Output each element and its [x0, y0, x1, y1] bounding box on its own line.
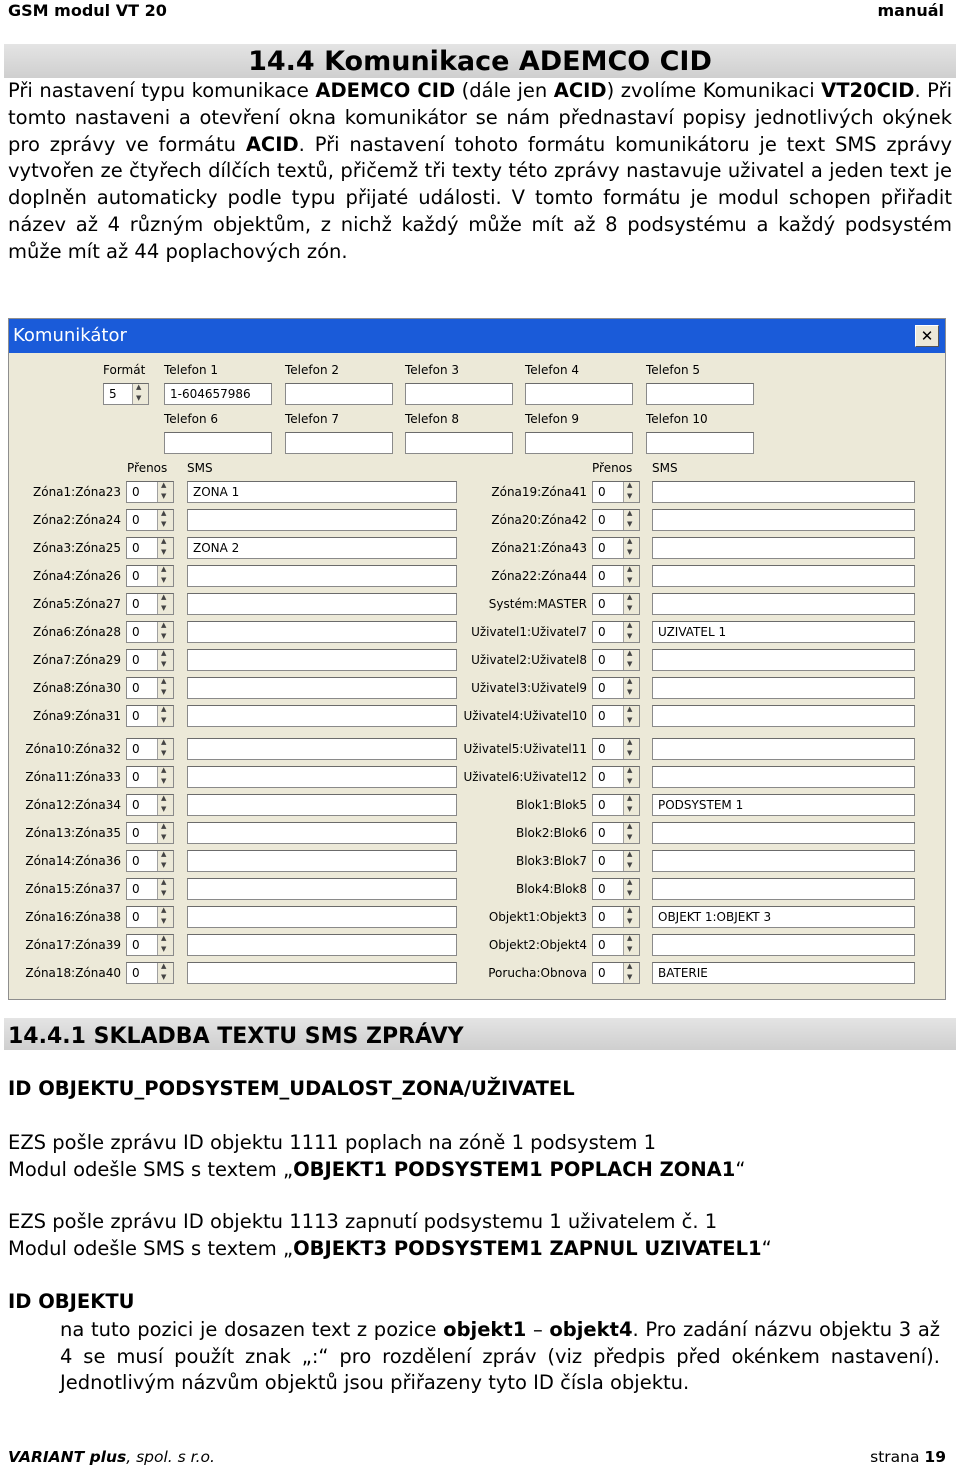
- prenos-value: 0: [598, 681, 606, 695]
- right_rows-prenos-spinner[interactable]: [592, 593, 640, 615]
- left_rows-row-label: Zóna16:Zóna38: [25, 910, 121, 924]
- company-name: VARIANT plus: [8, 1448, 127, 1466]
- phone-input-7[interactable]: [285, 432, 393, 454]
- prenos-value: 0: [598, 485, 606, 499]
- left_rows-prenos-spinner[interactable]: [126, 481, 174, 503]
- right_rows-prenos-spinner[interactable]: [592, 906, 640, 928]
- komunikator-window: [8, 318, 946, 1000]
- spinner-arrows-icon[interactable]: [623, 851, 639, 872]
- intro-text: Při nastavení typu komunikace: [8, 79, 316, 102]
- left_rows-prenos-spinner[interactable]: [126, 878, 174, 900]
- left_rows-row-label: Zóna4:Zóna26: [33, 569, 121, 583]
- left_rows-row-label: Zóna1:Zóna23: [33, 485, 121, 499]
- phone-label-8: Telefon 8: [405, 412, 460, 426]
- right_rows-prenos-spinner[interactable]: [592, 509, 640, 531]
- window-title: Komunikátor: [13, 325, 127, 346]
- right_rows-sms-input[interactable]: [652, 878, 915, 900]
- phone-label-4: Telefon 4: [525, 363, 580, 377]
- right_rows-row-label: Zóna19:Zóna41: [491, 485, 587, 499]
- right_rows-sms-input[interactable]: [652, 738, 915, 760]
- right_rows-sms-input[interactable]: [652, 537, 915, 559]
- right_rows-prenos-spinner[interactable]: [592, 962, 640, 984]
- phone-label-7: Telefon 7: [285, 412, 340, 426]
- phone-label-9: Telefon 9: [525, 412, 580, 426]
- spinner-arrows-icon[interactable]: [157, 538, 173, 559]
- prenos-value: 0: [598, 513, 606, 527]
- example-1-line-2: [8, 1157, 745, 1184]
- spinner-arrows-icon[interactable]: [157, 879, 173, 900]
- example-2-line-1: EZS pošle zprávu ID objektu 1113 zapnutí podsystemu 1 uživatelem č. 1: [8, 1210, 718, 1233]
- left_rows-sms-input[interactable]: [187, 649, 457, 671]
- prenos-value: 0: [132, 882, 140, 896]
- left_rows-row-label: Zóna12:Zóna34: [25, 798, 121, 812]
- spinner-arrows-icon[interactable]: [623, 594, 639, 615]
- right_rows-row-label: Zóna20:Zóna42: [491, 513, 587, 527]
- spinner-arrows-icon[interactable]: [623, 879, 639, 900]
- left_rows-sms-input[interactable]: [187, 593, 457, 615]
- id-bold: objekt1: [443, 1318, 527, 1341]
- right_rows-row-label: Objekt1:Objekt3: [488, 910, 587, 924]
- left_rows-prenos-spinner[interactable]: [126, 934, 174, 956]
- left_rows-prenos-spinner[interactable]: [126, 822, 174, 844]
- prenos-value: 0: [132, 770, 140, 784]
- prenos-value: 0: [132, 742, 140, 756]
- prenos-value: 0: [132, 938, 140, 952]
- left_rows-row-label: Zóna18:Zóna40: [25, 966, 121, 980]
- left_rows-sms-input[interactable]: [187, 822, 457, 844]
- right_rows-prenos-spinner[interactable]: [592, 934, 640, 956]
- left_rows-sms-input[interactable]: [187, 794, 457, 816]
- right_rows-prenos-spinner[interactable]: [592, 705, 640, 727]
- right_rows-prenos-spinner[interactable]: [592, 481, 640, 503]
- prenos-value: 0: [598, 770, 606, 784]
- page-header: [8, 0, 956, 26]
- left_rows-sms-input[interactable]: [187, 934, 457, 956]
- right_rows-prenos-spinner[interactable]: [592, 822, 640, 844]
- spinner-arrows-icon[interactable]: [157, 935, 173, 956]
- close-icon: ✕: [920, 327, 934, 345]
- right_rows-prenos-spinner[interactable]: [592, 794, 640, 816]
- spinner-arrows-icon[interactable]: [157, 510, 173, 531]
- spinner-arrows-icon[interactable]: [157, 566, 173, 587]
- spinner-arrows-icon[interactable]: [623, 907, 639, 928]
- phone-input-10[interactable]: [646, 432, 754, 454]
- spinner-arrows-icon[interactable]: [623, 963, 639, 984]
- right_rows-row-label: Uživatel5:Uživatel11: [463, 742, 587, 756]
- right_rows-prenos-spinner[interactable]: [592, 537, 640, 559]
- section-title: 14.4 Komunikace ADEMCO CID: [248, 46, 712, 77]
- left_rows-row-label: Zóna7:Zóna29: [33, 653, 121, 667]
- right_rows-sms-input[interactable]: [652, 766, 915, 788]
- left_rows-sms-input[interactable]: [187, 705, 457, 727]
- prenos-value: 0: [132, 709, 140, 723]
- spinner-arrows-icon[interactable]: [623, 622, 639, 643]
- prenos-value: 0: [132, 541, 140, 555]
- right_rows-prenos-spinner[interactable]: [592, 677, 640, 699]
- left_rows-prenos-spinner[interactable]: [126, 593, 174, 615]
- left_rows-prenos-spinner[interactable]: [126, 509, 174, 531]
- spinner-arrows-icon[interactable]: [623, 795, 639, 816]
- prenos-value: 0: [132, 485, 140, 499]
- right_rows-sms-input[interactable]: [652, 565, 915, 587]
- spinner-arrows-icon[interactable]: [623, 482, 639, 503]
- close-button[interactable]: [915, 325, 939, 347]
- example-sms-text: OBJEKT1 PODSYSTEM1 POPLACH ZONA1: [293, 1157, 736, 1181]
- right_rows-sms-input[interactable]: PODSYSTEM 1: [652, 794, 915, 816]
- spinner-arrows-icon[interactable]: [157, 594, 173, 615]
- left_rows-row-label: Zóna3:Zóna25: [33, 541, 121, 555]
- intro-bold: ACID: [245, 132, 299, 156]
- spinner-arrows-icon[interactable]: [157, 823, 173, 844]
- page-label: strana: [870, 1448, 925, 1466]
- id-text: –: [526, 1318, 550, 1341]
- intro-paragraph: [8, 78, 952, 266]
- left_rows-row-label: Zóna14:Zóna36: [25, 854, 121, 868]
- right_rows-sms-input[interactable]: [652, 850, 915, 872]
- right_rows-sms-input[interactable]: [652, 481, 915, 503]
- left_rows-sms-input[interactable]: [187, 850, 457, 872]
- left_rows-sms-input[interactable]: [187, 565, 457, 587]
- left_rows-prenos-spinner[interactable]: [126, 565, 174, 587]
- spinner-arrows-icon[interactable]: [157, 706, 173, 727]
- left_rows-row-label: Zóna13:Zóna35: [25, 826, 121, 840]
- example-text: “: [761, 1236, 772, 1260]
- left_rows-sms-input[interactable]: [187, 766, 457, 788]
- left_rows-prenos-spinner[interactable]: [126, 794, 174, 816]
- phone-input-4[interactable]: [525, 383, 633, 405]
- example-sms-text: OBJEKT3 PODSYSTEM1 ZAPNUL UZIVATEL1: [293, 1236, 762, 1260]
- prenos-value: 0: [598, 938, 606, 952]
- right_rows-row-label: Uživatel1:Uživatel7: [471, 625, 587, 639]
- left_rows-sms-input[interactable]: ZONA 1: [187, 481, 457, 503]
- prenos-value: 0: [598, 709, 606, 723]
- example-2-line-2: [8, 1236, 772, 1263]
- spinner-arrows-icon[interactable]: [157, 767, 173, 788]
- format-label: Formát: [103, 363, 146, 377]
- right_rows-row-label: Zóna21:Zóna43: [491, 541, 587, 555]
- left_rows-prenos-spinner[interactable]: [126, 850, 174, 872]
- col-header-prenos-left: Přenos: [127, 461, 168, 475]
- prenos-value: 0: [598, 569, 606, 583]
- page-number-value: 19: [924, 1448, 946, 1466]
- spinner-arrows-icon[interactable]: [623, 650, 639, 671]
- spinner-arrows-icon[interactable]: [157, 678, 173, 699]
- left_rows-sms-input[interactable]: [187, 738, 457, 760]
- spinner-arrows-icon[interactable]: [157, 650, 173, 671]
- phone-input-9[interactable]: [525, 432, 633, 454]
- right_rows-sms-input[interactable]: UZIVATEL 1: [652, 621, 915, 643]
- id-objektu-heading: ID OBJEKTU: [8, 1290, 135, 1313]
- phone-label-5: Telefon 5: [646, 363, 701, 377]
- spinner-arrows-icon[interactable]: [132, 384, 148, 405]
- left_rows-row-label: Zóna17:Zóna39: [25, 938, 121, 952]
- prenos-value: 0: [132, 653, 140, 667]
- left_rows-sms-input[interactable]: [187, 906, 457, 928]
- prenos-value: 0: [598, 798, 606, 812]
- left_rows-prenos-spinner[interactable]: [126, 962, 174, 984]
- format-spinner[interactable]: [103, 383, 149, 405]
- phone-input-5[interactable]: [646, 383, 754, 405]
- header-product: GSM modul VT 20: [8, 1, 167, 20]
- intro-bold: ADEMCO CID: [315, 79, 456, 102]
- left_rows-prenos-spinner[interactable]: [126, 621, 174, 643]
- right_rows-row-label: Blok2:Blok6: [515, 826, 587, 840]
- example-text: “: [735, 1157, 746, 1181]
- right_rows-row-label: Zóna22:Zóna44: [491, 569, 587, 583]
- example-1-line-1: EZS pošle zprávu ID objektu 1111 poplach na zóně 1 podsystem 1: [8, 1131, 656, 1154]
- phone-label-1: Telefon 1: [164, 363, 219, 377]
- id-text: . Pro zadání názvu objektu 3 až 4 se musí použít znak „:“ pro rozdělení zpráv (viz předpis před okénkem nastavení). Jednotlivým názvům objektů jsou přiřazeny tyto ID čísla objektu.: [60, 1318, 941, 1394]
- spinner-arrows-icon[interactable]: [157, 739, 173, 760]
- left_rows-row-label: Zóna6:Zóna28: [33, 625, 121, 639]
- right_rows-sms-input[interactable]: [652, 934, 915, 956]
- right_rows-sms-input[interactable]: [652, 677, 915, 699]
- prenos-value: 0: [598, 882, 606, 896]
- left_rows-row-label: Zóna5:Zóna27: [33, 597, 121, 611]
- phone-input-3[interactable]: [405, 383, 513, 405]
- left_rows-sms-input[interactable]: [187, 677, 457, 699]
- page-number: [870, 1448, 946, 1466]
- right_rows-sms-input[interactable]: BATERIE: [652, 962, 915, 984]
- prenos-value: 0: [132, 513, 140, 527]
- left_rows-prenos-spinner[interactable]: [126, 649, 174, 671]
- spinner-arrows-icon[interactable]: [623, 935, 639, 956]
- spinner-arrows-icon[interactable]: [157, 482, 173, 503]
- phone-input-1[interactable]: 1-604657986: [164, 383, 272, 405]
- spinner-arrows-icon[interactable]: [623, 767, 639, 788]
- spinner-arrows-icon[interactable]: [157, 907, 173, 928]
- intro-bold: VT20CID: [821, 79, 915, 102]
- spinner-arrows-icon[interactable]: [157, 622, 173, 643]
- spinner-arrows-icon[interactable]: [623, 538, 639, 559]
- window-titlebar[interactable]: [9, 319, 945, 353]
- right_rows-row-label: Systém:MASTER: [488, 597, 587, 611]
- col-header-sms-left: SMS: [187, 461, 213, 475]
- prenos-value: 0: [598, 854, 606, 868]
- right_rows-sms-input[interactable]: OBJEKT 1:OBJEKT 3: [652, 906, 915, 928]
- right_rows-row-label: Blok4:Blok8: [515, 882, 587, 896]
- prenos-value: 0: [598, 541, 606, 555]
- spinner-arrows-icon[interactable]: [157, 963, 173, 984]
- spinner-arrows-icon[interactable]: [623, 739, 639, 760]
- spinner-arrows-icon[interactable]: [623, 706, 639, 727]
- col-header-sms-right: SMS: [652, 461, 678, 475]
- left_rows-row-label: Zóna8:Zóna30: [33, 681, 121, 695]
- right_rows-sms-input[interactable]: [652, 705, 915, 727]
- spinner-arrows-icon[interactable]: [157, 851, 173, 872]
- format-value: 5: [109, 387, 117, 401]
- right_rows-prenos-spinner[interactable]: [592, 850, 640, 872]
- sms-format-line: ID OBJEKTU_PODSYSTEM_UDALOST_ZONA/UŽIVATEL: [8, 1077, 575, 1100]
- left_rows-prenos-spinner[interactable]: [126, 906, 174, 928]
- right_rows-prenos-spinner[interactable]: [592, 878, 640, 900]
- example-2: [8, 1209, 772, 1262]
- spinner-arrows-icon[interactable]: [623, 566, 639, 587]
- left_rows-row-label: Zóna11:Zóna33: [25, 770, 121, 784]
- phone-label-3: Telefon 3: [405, 363, 460, 377]
- phone-input-8[interactable]: [405, 432, 513, 454]
- spinner-arrows-icon[interactable]: [623, 823, 639, 844]
- left_rows-row-label: Zóna15:Zóna37: [25, 882, 121, 896]
- id-text: na tuto pozici je dosazen text z pozice: [60, 1318, 444, 1341]
- intro-bold: ACID: [553, 79, 607, 102]
- left_rows-row-label: Zóna2:Zóna24: [33, 513, 121, 527]
- prenos-value: 0: [132, 826, 140, 840]
- left_rows-prenos-spinner[interactable]: [126, 677, 174, 699]
- left_rows-prenos-spinner[interactable]: [126, 766, 174, 788]
- example-1: [8, 1130, 745, 1183]
- prenos-value: 0: [132, 798, 140, 812]
- right_rows-row-label: Uživatel4:Uživatel10: [463, 709, 587, 723]
- right_rows-row-label: Uživatel3:Uživatel9: [471, 681, 587, 695]
- right_rows-row-label: Porucha:Obnova: [488, 966, 587, 980]
- prenos-value: 0: [598, 966, 606, 980]
- intro-text: . Při nastavení tohoto formátu komunikátoru je text SMS zprávy vytvořen ze čtyřech dílčích textů, přičemž tři texty této zprávy nastavuje uživatel a jeden text je doplněn automaticky podle typu přijaté události. V tomto formátu je modul schopen přiřadit název až 4 různým objektům, z nichž každý může mít až 8 podsystému a každý podsystém může mít až 44 poplachových zón.: [8, 132, 952, 263]
- left_rows-row-label: Zóna9:Zóna31: [33, 709, 121, 723]
- prenos-value: 0: [132, 569, 140, 583]
- right_rows-row-label: Blok1:Blok5: [515, 798, 587, 812]
- prenos-value: 0: [598, 826, 606, 840]
- right_rows-sms-input[interactable]: [652, 822, 915, 844]
- left_rows-sms-input[interactable]: [187, 509, 457, 531]
- intro-text: (dále jen: [455, 79, 554, 102]
- spinner-arrows-icon[interactable]: [157, 795, 173, 816]
- right_rows-prenos-spinner[interactable]: [592, 621, 640, 643]
- prenos-value: 0: [598, 653, 606, 667]
- spinner-arrows-icon[interactable]: [623, 510, 639, 531]
- company-suffix: , spol. s r.o.: [126, 1448, 215, 1466]
- right_rows-prenos-spinner[interactable]: [592, 649, 640, 671]
- right_rows-row-label: Uživatel6:Uživatel12: [463, 770, 587, 784]
- prenos-value: 0: [132, 597, 140, 611]
- prenos-value: 0: [132, 625, 140, 639]
- right_rows-row-label: Uživatel2:Uživatel8: [471, 653, 587, 667]
- left_rows-row-label: Zóna10:Zóna32: [25, 742, 121, 756]
- right_rows-sms-input[interactable]: [652, 649, 915, 671]
- right_rows-sms-input[interactable]: [652, 593, 915, 615]
- prenos-value: 0: [598, 625, 606, 639]
- prenos-value: 0: [598, 742, 606, 756]
- example-text: Modul odešle SMS s textem „: [8, 1236, 294, 1260]
- id-bold: objekt4: [549, 1318, 633, 1341]
- prenos-value: 0: [132, 681, 140, 695]
- phone-label-2: Telefon 2: [285, 363, 340, 377]
- header-doc-type: manuál: [877, 1, 944, 20]
- col-header-prenos-right: Přenos: [592, 461, 633, 475]
- phone-input-6[interactable]: [164, 432, 272, 454]
- phone-input-2[interactable]: [285, 383, 393, 405]
- spinner-arrows-icon[interactable]: [623, 678, 639, 699]
- intro-text: ) zvolíme Komunikaci: [606, 79, 822, 102]
- left_rows-sms-input[interactable]: [187, 962, 457, 984]
- right_rows-row-label: Objekt2:Objekt4: [488, 938, 587, 952]
- prenos-value: 0: [132, 854, 140, 868]
- prenos-value: 0: [598, 910, 606, 924]
- prenos-value: 0: [598, 597, 606, 611]
- left_rows-sms-input[interactable]: [187, 621, 457, 643]
- phone-label-6: Telefon 6: [164, 412, 219, 426]
- left_rows-sms-input[interactable]: [187, 878, 457, 900]
- phone-label-10: Telefon 10: [646, 412, 708, 426]
- left_rows-sms-input[interactable]: ZONA 2: [187, 537, 457, 559]
- right_rows-prenos-spinner[interactable]: [592, 738, 640, 760]
- right_rows-prenos-spinner[interactable]: [592, 565, 640, 587]
- intro-text: . Při tomto nastaveni a otevření okna komunikátor se nám přednastaví popisy jednotlivých okýnek pro zprávy ve formátu: [8, 79, 952, 156]
- left_rows-prenos-spinner[interactable]: [126, 738, 174, 760]
- left_rows-prenos-spinner[interactable]: [126, 537, 174, 559]
- footer-company: [8, 1448, 215, 1466]
- example-text: Modul odešle SMS s textem „: [8, 1157, 294, 1181]
- right_rows-row-label: Blok3:Blok7: [515, 854, 587, 868]
- prenos-value: 0: [132, 910, 140, 924]
- left_rows-prenos-spinner[interactable]: [126, 705, 174, 727]
- right_rows-sms-input[interactable]: [652, 509, 915, 531]
- id-objektu-paragraph: [60, 1317, 940, 1397]
- prenos-value: 0: [132, 966, 140, 980]
- right_rows-prenos-spinner[interactable]: [592, 766, 640, 788]
- subsection-title: 14.4.1 SKLADBA TEXTU SMS ZPRÁVY: [8, 1024, 464, 1049]
